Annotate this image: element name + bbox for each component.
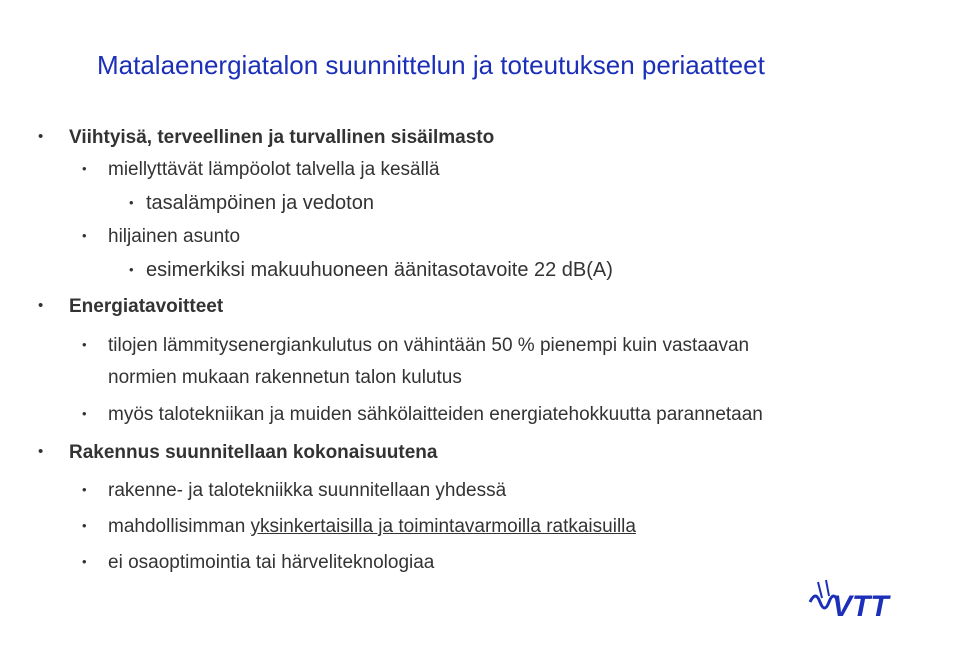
vtt-logo bbox=[808, 576, 918, 624]
list-item-text: mahdollisimman bbox=[108, 516, 251, 537]
logo-text: VTT bbox=[832, 590, 889, 623]
list-item: ei osaoptimointia tai härveliteknologiaa bbox=[108, 552, 435, 573]
bullet: • bbox=[82, 337, 87, 352]
bullet: • bbox=[82, 406, 87, 421]
bullet: • bbox=[82, 161, 87, 176]
list-item: esimerkiksi makuuhuoneen äänitasotavoite 22 dB(A) bbox=[146, 259, 613, 281]
list-item: myös talotekniikan ja muiden sähkölaitteiden energiatehokkuutta parannetaan bbox=[108, 404, 763, 425]
slide-title: Matalaenergiatalon suunnittelun ja toteutuksen periaatteet bbox=[97, 50, 765, 80]
list-item bbox=[108, 516, 636, 538]
bullet: • bbox=[82, 518, 87, 533]
list-item: miellyttävät lämpöolot talvella ja kesällä bbox=[108, 159, 440, 180]
bullet: • bbox=[82, 554, 87, 569]
bullet: • bbox=[129, 195, 134, 210]
heading-energy-targets: Energiatavoitteet bbox=[69, 296, 224, 317]
bullet: • bbox=[82, 482, 87, 497]
heading-indoor-climate: Viihtyisä, terveellinen ja turvallinen sisäilmasto bbox=[69, 127, 495, 148]
bullet: • bbox=[38, 128, 44, 145]
list-item-continuation: normien mukaan rakennetun talon kulutus bbox=[108, 367, 462, 388]
list-item: hiljainen asunto bbox=[108, 226, 241, 247]
list-item: tilojen lämmitysenergiankulutus on vähintään 50 % pienempi kuin vastaavan bbox=[108, 335, 750, 356]
list-item: rakenne- ja talotekniikka suunnitellaan yhdessä bbox=[108, 480, 507, 501]
bullet: • bbox=[129, 262, 134, 277]
bullet: • bbox=[82, 228, 87, 243]
heading-building-design: Rakennus suunnitellaan kokonaisuutena bbox=[69, 442, 438, 463]
list-item: tasalämpöinen ja vedoton bbox=[146, 192, 374, 214]
underlined-text: yksinkertaisilla ja toimintavarmoilla ratkaisuilla bbox=[250, 516, 636, 537]
bullet: • bbox=[38, 297, 44, 314]
bullet: • bbox=[38, 443, 44, 460]
